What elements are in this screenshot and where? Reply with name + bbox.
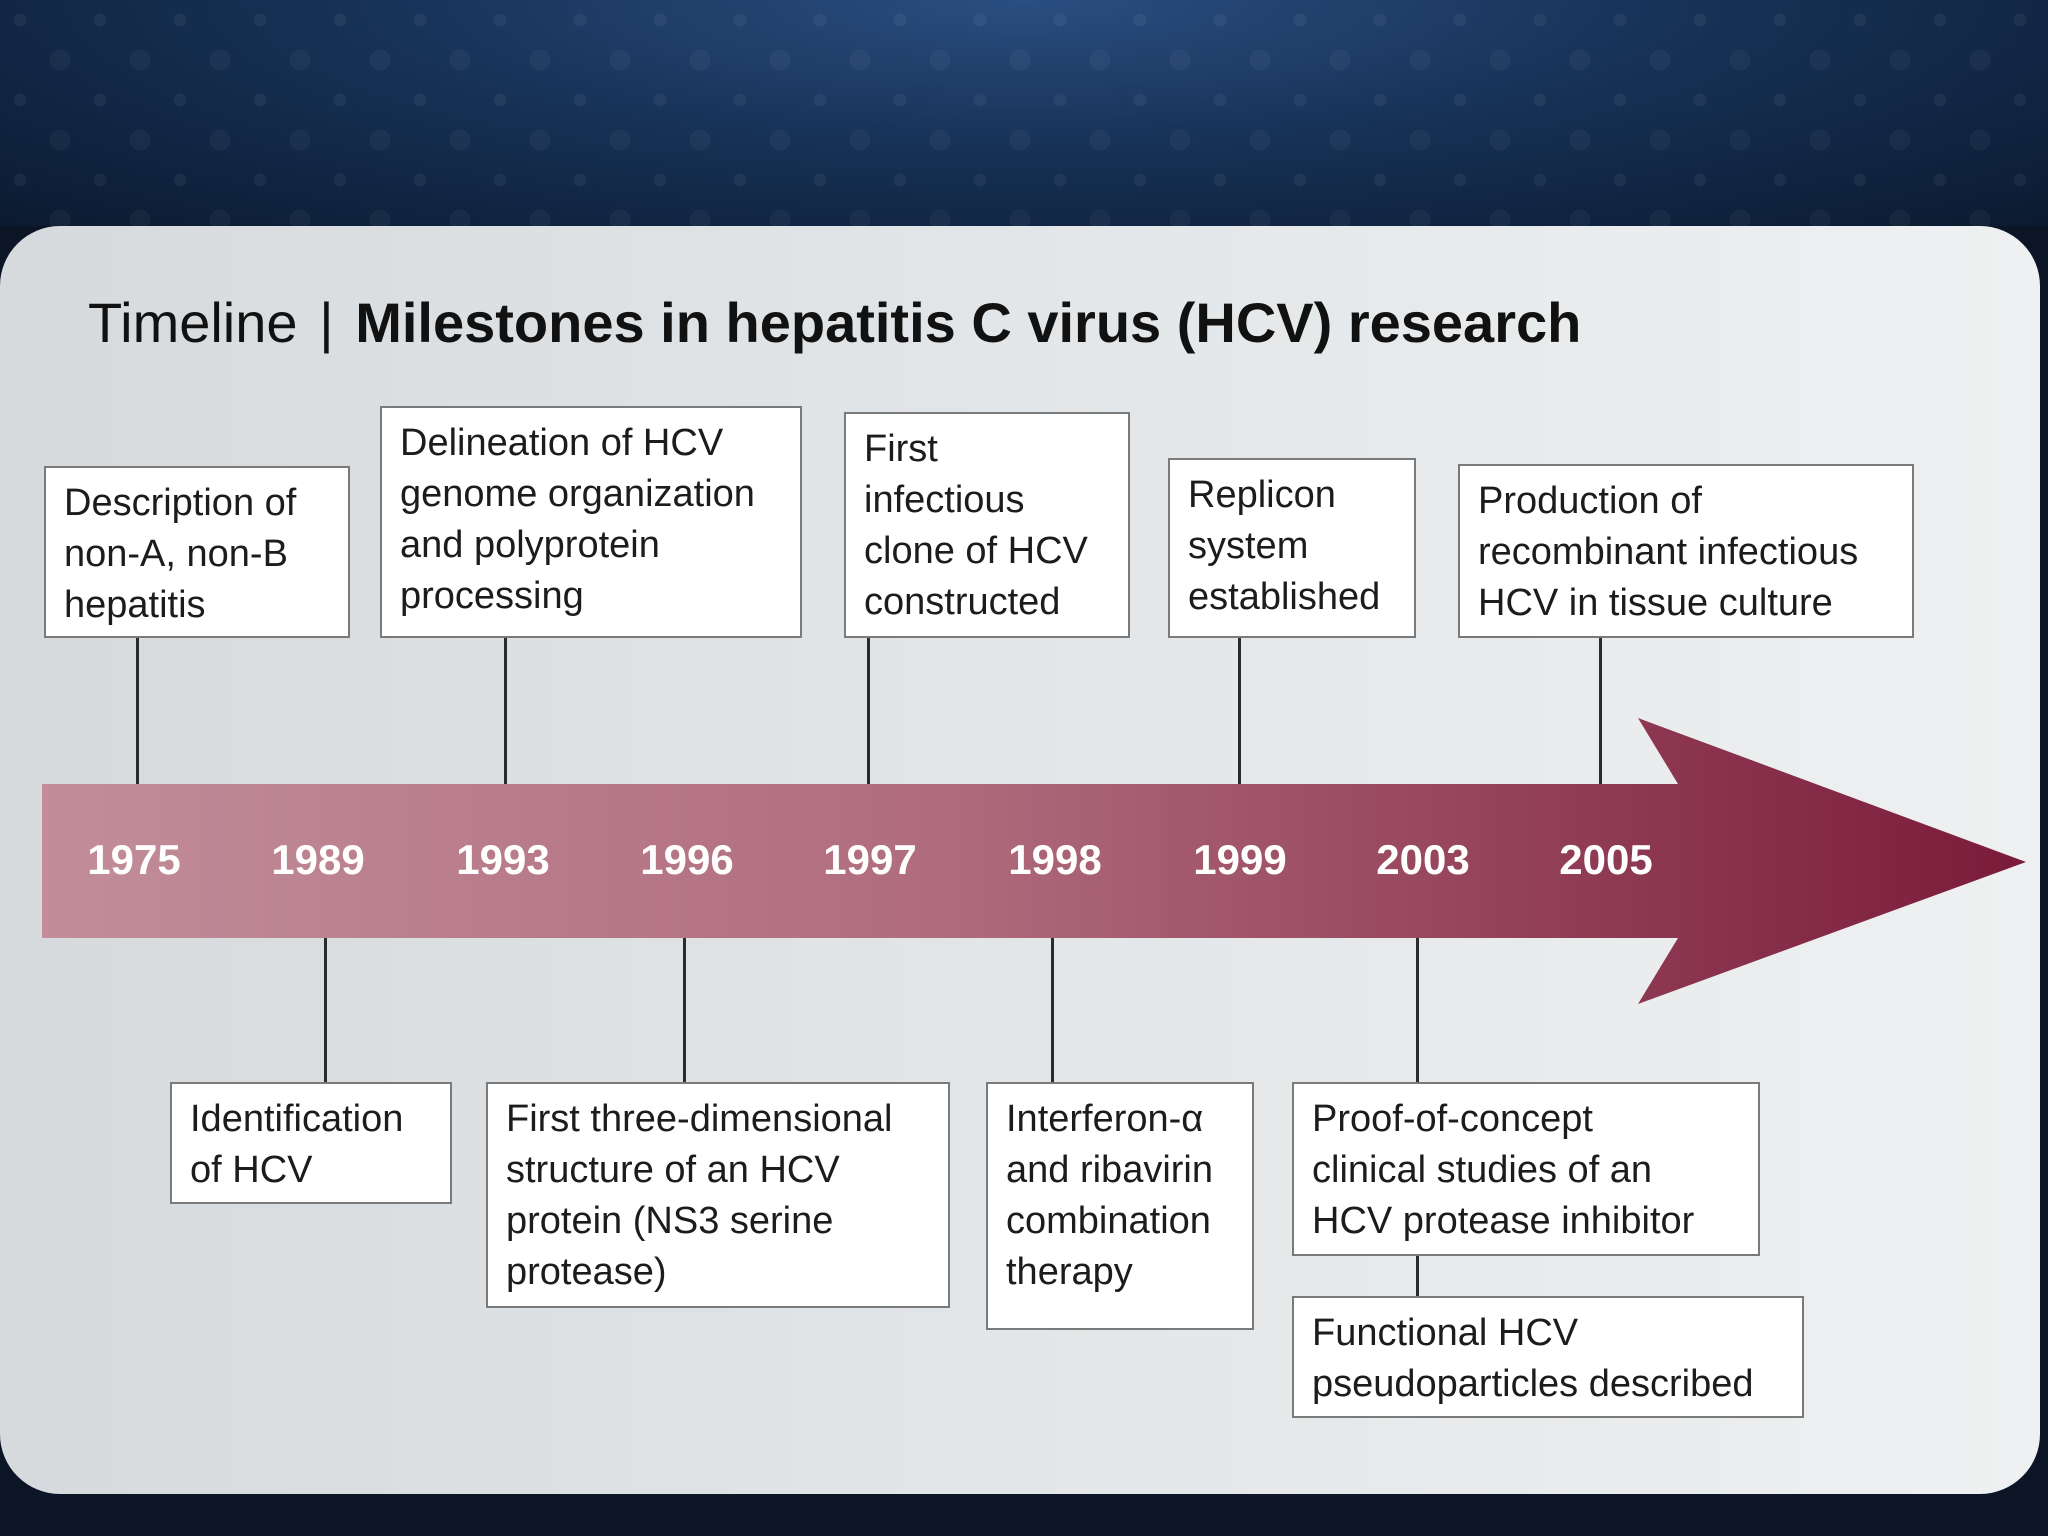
event-text-line: First (864, 428, 938, 470)
connector-line (1416, 1256, 1419, 1296)
event-text-line: HCV protease inhibitor (1312, 1200, 1695, 1242)
event-box-1975 (44, 466, 350, 638)
event-box-1999 (1168, 458, 1416, 638)
title-separator: | (319, 291, 334, 354)
event-text-line: of HCV (190, 1149, 313, 1191)
year-label: 2003 (1376, 836, 1470, 883)
event-text-line: protease) (506, 1251, 667, 1293)
event-text-line: combination (1006, 1200, 1211, 1242)
event-box-2003 (1292, 1082, 1760, 1256)
event-text-line: and polyprotein (400, 524, 660, 566)
year-label: 1999 (1193, 836, 1287, 883)
event-text-line: Replicon (1188, 474, 1336, 516)
event-box-2003-pseudoparticles (1292, 1296, 1804, 1418)
event-text-line: Identification (190, 1098, 404, 1140)
event-text-line: Functional HCV (1312, 1312, 1579, 1354)
event-text-line: infectious (864, 479, 1025, 521)
connector-line (324, 938, 327, 1082)
year-label: 1996 (640, 836, 734, 883)
event-text-line: system (1188, 525, 1309, 567)
title-main: Milestones in hepatitis C virus (HCV) research (355, 291, 1582, 354)
event-text-line: First three-dimensional (506, 1098, 893, 1140)
event-box-1996 (486, 1082, 950, 1308)
year-label: 2005 (1559, 836, 1653, 883)
connector-line (1051, 938, 1054, 1082)
event-text-line: and ribavirin (1006, 1149, 1213, 1191)
connector-line (867, 636, 870, 784)
event-text-line: clinical studies of an (1312, 1149, 1653, 1191)
event-text-line: HCV in tissue culture (1478, 582, 1833, 624)
event-box-1993 (380, 406, 802, 638)
year-label: 1998 (1008, 836, 1102, 883)
event-text-line: structure of an HCV (506, 1149, 840, 1191)
year-label: 1975 (87, 836, 181, 883)
event-text-line: genome organization (400, 473, 755, 515)
connector-line (1238, 636, 1241, 784)
event-box-1997 (844, 412, 1130, 638)
event-box-1998 (986, 1082, 1254, 1330)
year-label: 1993 (456, 836, 550, 883)
event-text-line: protein (NS3 serine (506, 1200, 834, 1242)
event-text-line: Production of (1478, 480, 1702, 522)
year-label: 1997 (823, 836, 917, 883)
event-box-2005 (1458, 464, 1914, 638)
event-text-line: clone of HCV (864, 530, 1088, 572)
event-text-line: hepatitis (64, 584, 206, 626)
title-lead: Timeline (88, 291, 298, 354)
event-text-line: Description of (64, 482, 297, 524)
event-text-line: therapy (1006, 1251, 1133, 1293)
connector-line (1599, 636, 1602, 784)
event-text-line: Delineation of HCV (400, 422, 724, 464)
connector-line (683, 938, 686, 1082)
event-box-1989 (170, 1082, 452, 1204)
event-text-line: Interferon-α (1006, 1098, 1204, 1140)
event-text-line: processing (400, 575, 584, 617)
connector-line (136, 636, 139, 784)
event-text-line: constructed (864, 581, 1061, 623)
event-text-line: pseudoparticles described (1312, 1363, 1754, 1405)
event-text-line: recombinant infectious (1478, 531, 1859, 573)
connector-line (1416, 938, 1419, 1082)
event-text-line: Proof-of-concept (1312, 1098, 1593, 1140)
connector-line (504, 636, 507, 784)
year-label: 1989 (271, 836, 365, 883)
event-text-line: established (1188, 576, 1381, 618)
event-text-line: non-A, non-B (64, 533, 288, 575)
